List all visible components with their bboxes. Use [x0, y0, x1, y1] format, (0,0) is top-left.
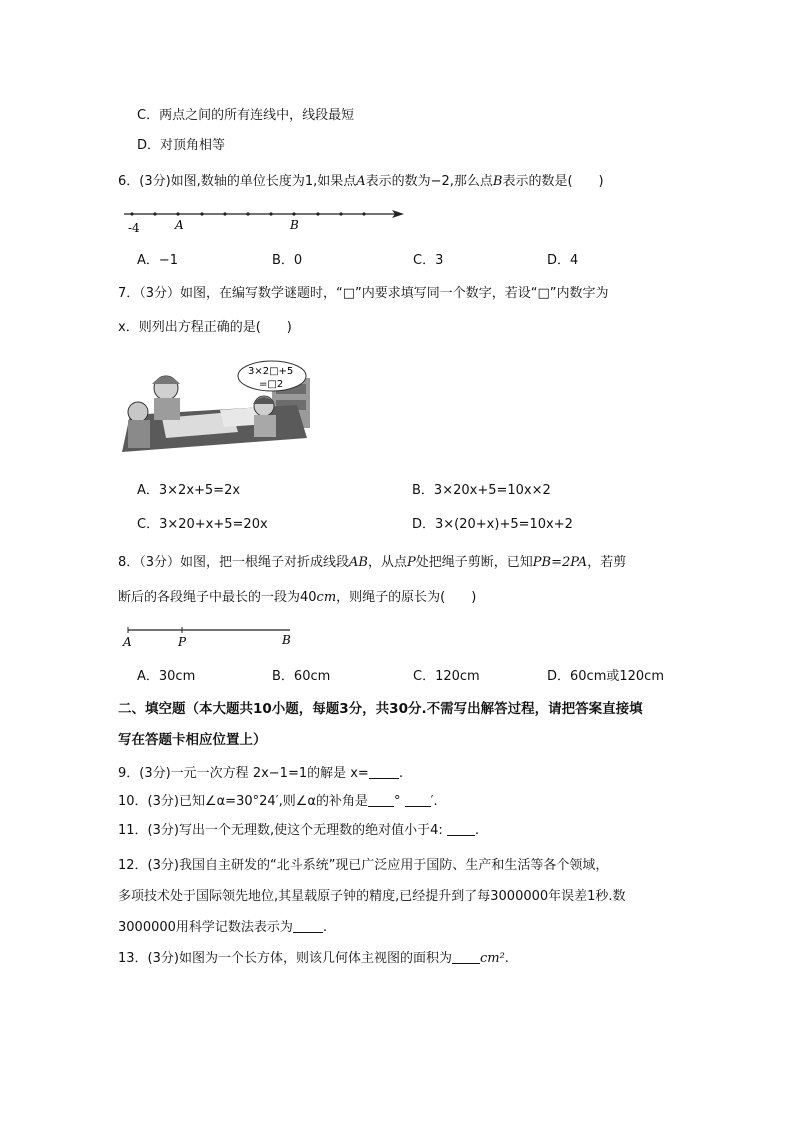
- q6-option-d: D．4: [547, 253, 579, 268]
- answer-blank[interactable]: [452, 951, 480, 964]
- option-d: D．对顶角相等: [137, 138, 226, 153]
- segment-label-b: B: [282, 633, 291, 647]
- number-line-figure: [120, 202, 410, 240]
- q8-option-c: C．120cm: [413, 669, 480, 684]
- question-9: 9．(3分)一元一次方程 2x−1=1的解是 x= .: [118, 766, 403, 781]
- rope-segment-figure: [120, 622, 300, 656]
- q6-option-c: C．3: [413, 253, 444, 268]
- answer-blank[interactable]: [293, 920, 323, 933]
- question-13: 13．(3分)如图为一个长方体，则该几何体主视图的面积为 cm².: [118, 951, 509, 966]
- bubble-line1: 3×2□+5: [248, 366, 294, 377]
- axis-label-b: B: [290, 218, 299, 232]
- question-12-line3: 3000000用科学记数法表示为 .: [118, 920, 328, 935]
- question-10: 10．(3分)已知∠α=30°24′,则∠α的补角是 ° ′.: [118, 794, 438, 809]
- section-2-heading-line2: 写在答题卡相应位置上）: [118, 732, 267, 748]
- q6-option-b: B．0: [272, 253, 303, 268]
- question-8-line2: 断后的各段绳子中最长的一段为40cm，则绳子的原长为( ): [118, 590, 477, 605]
- q8-option-a: A．30cm: [137, 669, 196, 684]
- option-c: C．两点之间的所有连线中，线段最短: [137, 108, 355, 123]
- question-7-line2: x．则列出方程正确的是( ): [118, 320, 292, 335]
- axis-label-a: A: [175, 218, 184, 232]
- question-6-stem: 6．(3分)如图,数轴的单位长度为1,如果点A表示的数为−2,那么点B表示的数是( ): [118, 174, 604, 189]
- answer-blank[interactable]: [369, 766, 399, 779]
- section-2-heading-line1: 二、填空题（本大题共10小题，每题3分，共30分.不需写出解答过程，请把答案直接填: [118, 701, 643, 717]
- bubble-line2: =□2: [259, 379, 284, 390]
- segment-label-a: A: [123, 635, 132, 649]
- answer-blank-minutes[interactable]: [405, 794, 431, 807]
- answer-blank-degrees[interactable]: [368, 794, 394, 807]
- question-8-line1: 8．（3分）如图，把一根绳子对折成线段AB，从点P处把绳子剪断，已知PB=2PA，若剪: [118, 555, 627, 570]
- question-12-line2: 多项技术处于国际领先地位,其星载原子钟的精度,已经提升到了每3000000年误差1秒.数: [118, 889, 626, 904]
- q7-option-a: A．3×2x+5=2x: [137, 483, 241, 498]
- question-12-line1: 12．(3分)我国自主研发的“北斗系统”现已广泛应用于国防、生产和生活等各个领域，: [118, 858, 609, 873]
- axis-label-neg4: -4: [128, 221, 140, 235]
- question-11: 11．(3分)写出一个无理数,使这个无理数的绝对值小于4: .: [118, 823, 480, 838]
- question-7-line1: 7．（3分）如图，在编写数学谜题时，“□”内要求填写同一个数字，若设“□”内数字为: [118, 286, 609, 301]
- q8-option-b: B．60cm: [272, 669, 331, 684]
- q7-option-d: D．3×(20+x)+5=10x+2: [412, 517, 573, 532]
- q6-option-a: A．−1: [137, 253, 179, 268]
- q8-option-d: D．60cm或120cm: [547, 669, 664, 684]
- segment-label-p: P: [178, 635, 187, 649]
- q7-option-c: C．3×20+x+5=20x: [137, 517, 268, 532]
- q7-option-b: B．3×20x+5=10x×2: [412, 483, 551, 498]
- classroom-illustration: [122, 360, 312, 464]
- answer-blank[interactable]: [447, 823, 475, 836]
